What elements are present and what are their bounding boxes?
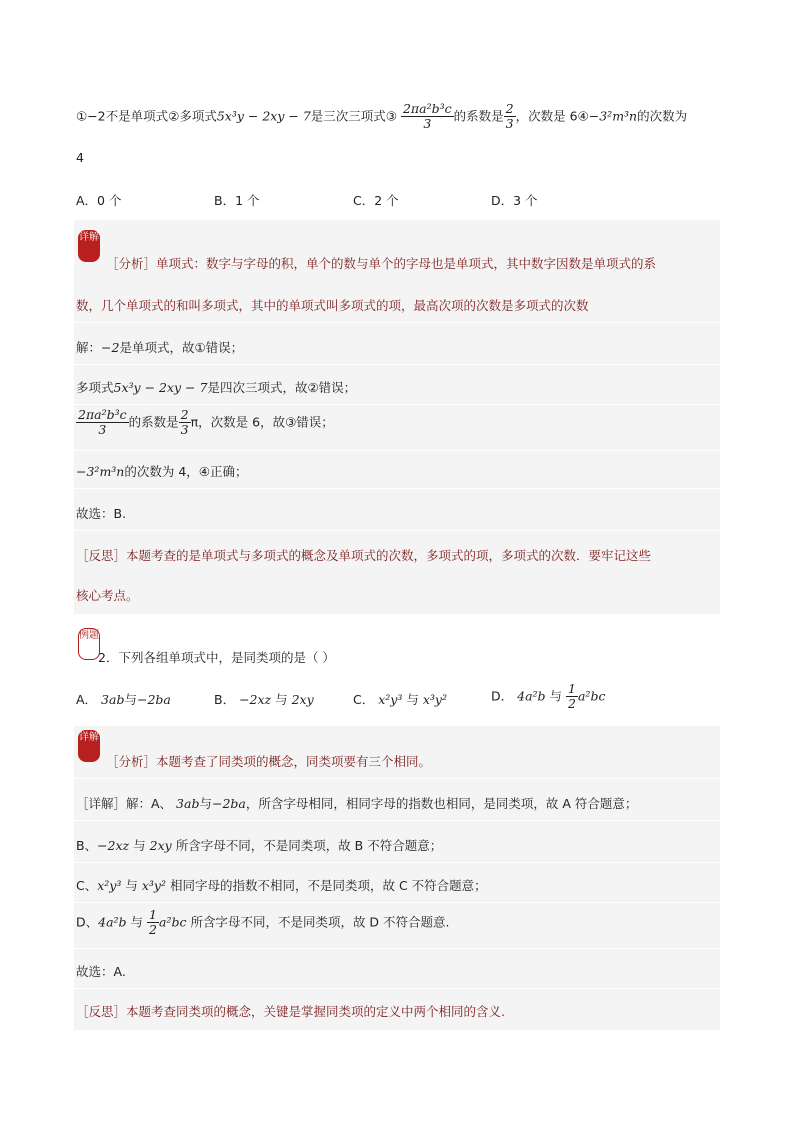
q2-option-a[interactable]: A． 3ab与−2ba <box>76 692 171 707</box>
q1-text-2: 是三次三项式③ <box>310 108 397 124</box>
q2-options <box>76 682 716 718</box>
q2-option-c[interactable]: C． x²y³ 与 x³y² <box>353 692 447 707</box>
a2-analysis: ［分析］本题考查了同类项的概念，同类项要有三个相同。 <box>106 754 432 769</box>
q1-option-a[interactable]: A．0 个 <box>76 193 122 208</box>
q2-option-d[interactable]: D． 4a²b 与 $\frac{1}{2}$ a²bc <box>491 681 606 712</box>
a1-reflection-line-2: 核心考点。 <box>76 588 139 603</box>
a1-line-5: 故选：B. <box>76 506 127 521</box>
q1-text-1: ①−2不是单项式②多项式 <box>76 108 217 124</box>
a1-analysis-line-1: ［分析］单项式：数字与字母的积，单个的数与单个的字母也是单项式，其中数字因数是单项式的系 <box>106 256 657 271</box>
separator <box>74 450 720 451</box>
a2-reflection: ［反思］本题考查同类项的概念，关键是掌握同类项的定义中两个相同的含义. <box>76 1004 505 1019</box>
a2-detail-a: ［详解］解：A、 3ab与−2ba，所含字母相同，相同字母的指数也相同，是同类项，故 A 符合题意； <box>76 796 638 811</box>
separator <box>74 988 720 989</box>
q1-line2: 4 <box>76 150 84 165</box>
answer-2-box <box>74 726 720 1030</box>
separator <box>74 862 720 863</box>
separator <box>74 364 720 365</box>
separator <box>74 322 720 323</box>
q1-expr-2: −3²m³n <box>588 108 638 124</box>
a1-line-2: 多项式5x³y − 2xy − 7是四次三项式，故②错误； <box>76 380 357 395</box>
a1-line-1: 解：−2是单项式，故①错误； <box>76 340 244 355</box>
q1-expr-1: 5x³y − 2xy − 7 <box>216 108 311 124</box>
q1-fraction: $\frac{\text{2πa²b³c}}{3}$ <box>402 101 452 132</box>
q1-text-3: 的系数是 <box>453 108 504 124</box>
q1-option-d[interactable]: D．3 个 <box>491 193 538 208</box>
q2-option-b[interactable]: B． −2xz 与 2xy <box>214 692 314 707</box>
a2-detail-b: B、−2xz 与 2xy 所含字母不同，不是同类项，故 B 不符合题意； <box>76 838 443 853</box>
separator <box>74 820 720 821</box>
a1-line-4: −3²m³n的次数为 4，④正确； <box>76 464 248 479</box>
q1-coef-fraction: $\frac{2}{3}$ <box>505 101 514 132</box>
q1-options <box>76 191 716 209</box>
answer-1-box <box>74 220 720 614</box>
q1-text-4: ，次数是 6④ <box>515 108 589 124</box>
separator <box>74 948 720 949</box>
separator <box>74 530 720 531</box>
separator <box>74 404 720 405</box>
example-seal-icon: 例题 <box>78 628 100 660</box>
a1-line-3: $\frac{\text{2πa²b³c}}{3}$ 的系数是 $\frac{2}{3}$ π，次数是 6，故③错误； <box>78 407 334 438</box>
a1-analysis-line-2: 数，几个单项式的和叫多项式，其中的单项式叫多项式的项，最高次项的次数是多项式的次数 <box>76 298 589 313</box>
a2-detail-d: D、4a²b 与 $\frac{1}{2}$ a²bc 所含字母不同，不是同类项，故 D 不符合题意. <box>76 907 450 938</box>
separator <box>74 488 720 489</box>
a2-conclusion: 故选：A. <box>76 964 126 979</box>
q2-stem: 2．下列各组单项式中，是同类项的是（ ） <box>98 650 335 665</box>
detail-seal-icon: 详解 <box>78 230 100 262</box>
a1-reflection-line-1: ［反思］本题考查的是单项式与多项式的概念及单项式的次数，多项式的项，多项式的次数．要牢记这些 <box>76 548 652 563</box>
q1-text-5: 的次数为 <box>637 108 688 124</box>
q1-line1 <box>76 102 687 132</box>
q1-option-b[interactable]: B．1 个 <box>214 193 260 208</box>
separator <box>74 778 720 779</box>
q1-option-c[interactable]: C．2 个 <box>353 193 399 208</box>
detail-seal-icon: 详解 <box>78 730 100 762</box>
a2-detail-c: C、x²y³ 与 x³y² 相同字母的指数不相同，不是同类项，故 C 不符合题意； <box>76 878 487 893</box>
separator <box>74 902 720 903</box>
